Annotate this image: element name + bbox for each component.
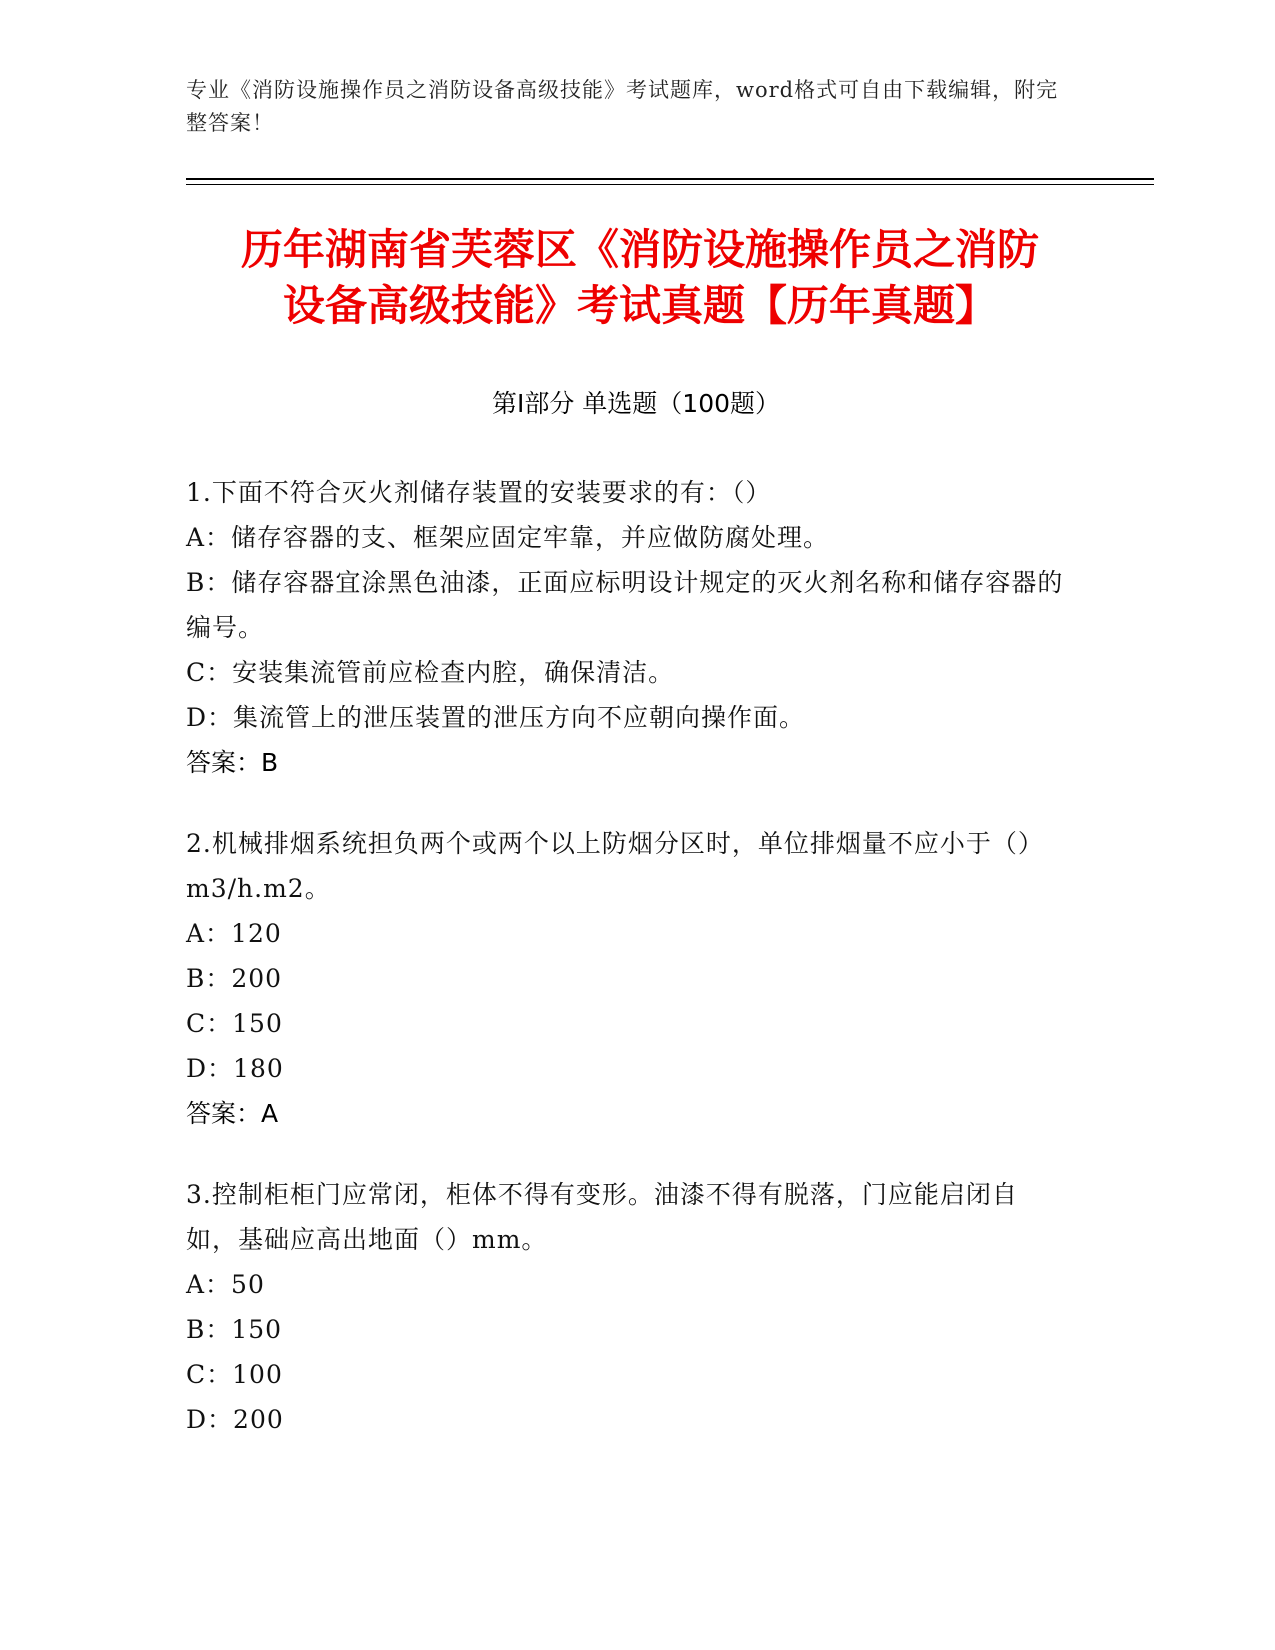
- question-stem: 1.下面不符合灭火剂储存装置的安装要求的有：（）: [186, 478, 772, 507]
- option-c: C：安装集流管前应检查内腔，确保清洁。: [186, 658, 675, 687]
- option-c: C：100: [186, 1360, 283, 1389]
- question-stem: 2.机械排烟系统担负两个或两个以上防烟分区时，单位排烟量不应小于（）m3/h.m2。: [186, 829, 1044, 903]
- option-a: A：储存容器的支、框架应固定牢靠，并应做防腐处理。: [186, 523, 830, 552]
- option-a: A：50: [186, 1270, 265, 1299]
- document-title-line-2: 设备高级技能》考试真题【历年真题】: [282, 281, 997, 330]
- answer: 答案：A: [186, 1099, 279, 1128]
- header-rule-thin: [186, 184, 1154, 185]
- option-d: D：集流管上的泄压装置的泄压方向不应朝向操作面。: [186, 703, 806, 732]
- document-title-line-1: 历年湖南省芙蓉区《消防设施操作员之消防: [240, 225, 1039, 274]
- option-c: C：150: [186, 1009, 283, 1038]
- option-d: D：180: [186, 1054, 284, 1083]
- question-list: [186, 470, 1066, 1478]
- option-b: B：200: [186, 964, 283, 993]
- header-rule-thick: [186, 178, 1154, 180]
- document-title: [160, 222, 1120, 334]
- header-note: 专业《消防设施操作员之消防设备高级技能》考试题库，word格式可自由下载编辑，附完整答案！: [186, 78, 1059, 135]
- question-stem: 3.控制柜柜门应常闭，柜体不得有变形。油漆不得有脱落，门应能启闭自如，基础应高出地面（）mm。: [186, 1180, 1018, 1254]
- option-b: B：储存容器宜涂黑色油漆，正面应标明设计规定的灭火剂名称和储存容器的编号。: [186, 568, 1064, 642]
- question-3: [186, 1172, 1066, 1442]
- question-2: [186, 821, 1066, 1136]
- section-title: 第Ⅰ部分 单选题（100题）: [491, 389, 781, 418]
- option-d: D：200: [186, 1405, 284, 1434]
- question-1: [186, 470, 1066, 785]
- option-b: B：150: [186, 1315, 283, 1344]
- option-a: A：120: [186, 919, 282, 948]
- answer: 答案：B: [186, 748, 279, 777]
